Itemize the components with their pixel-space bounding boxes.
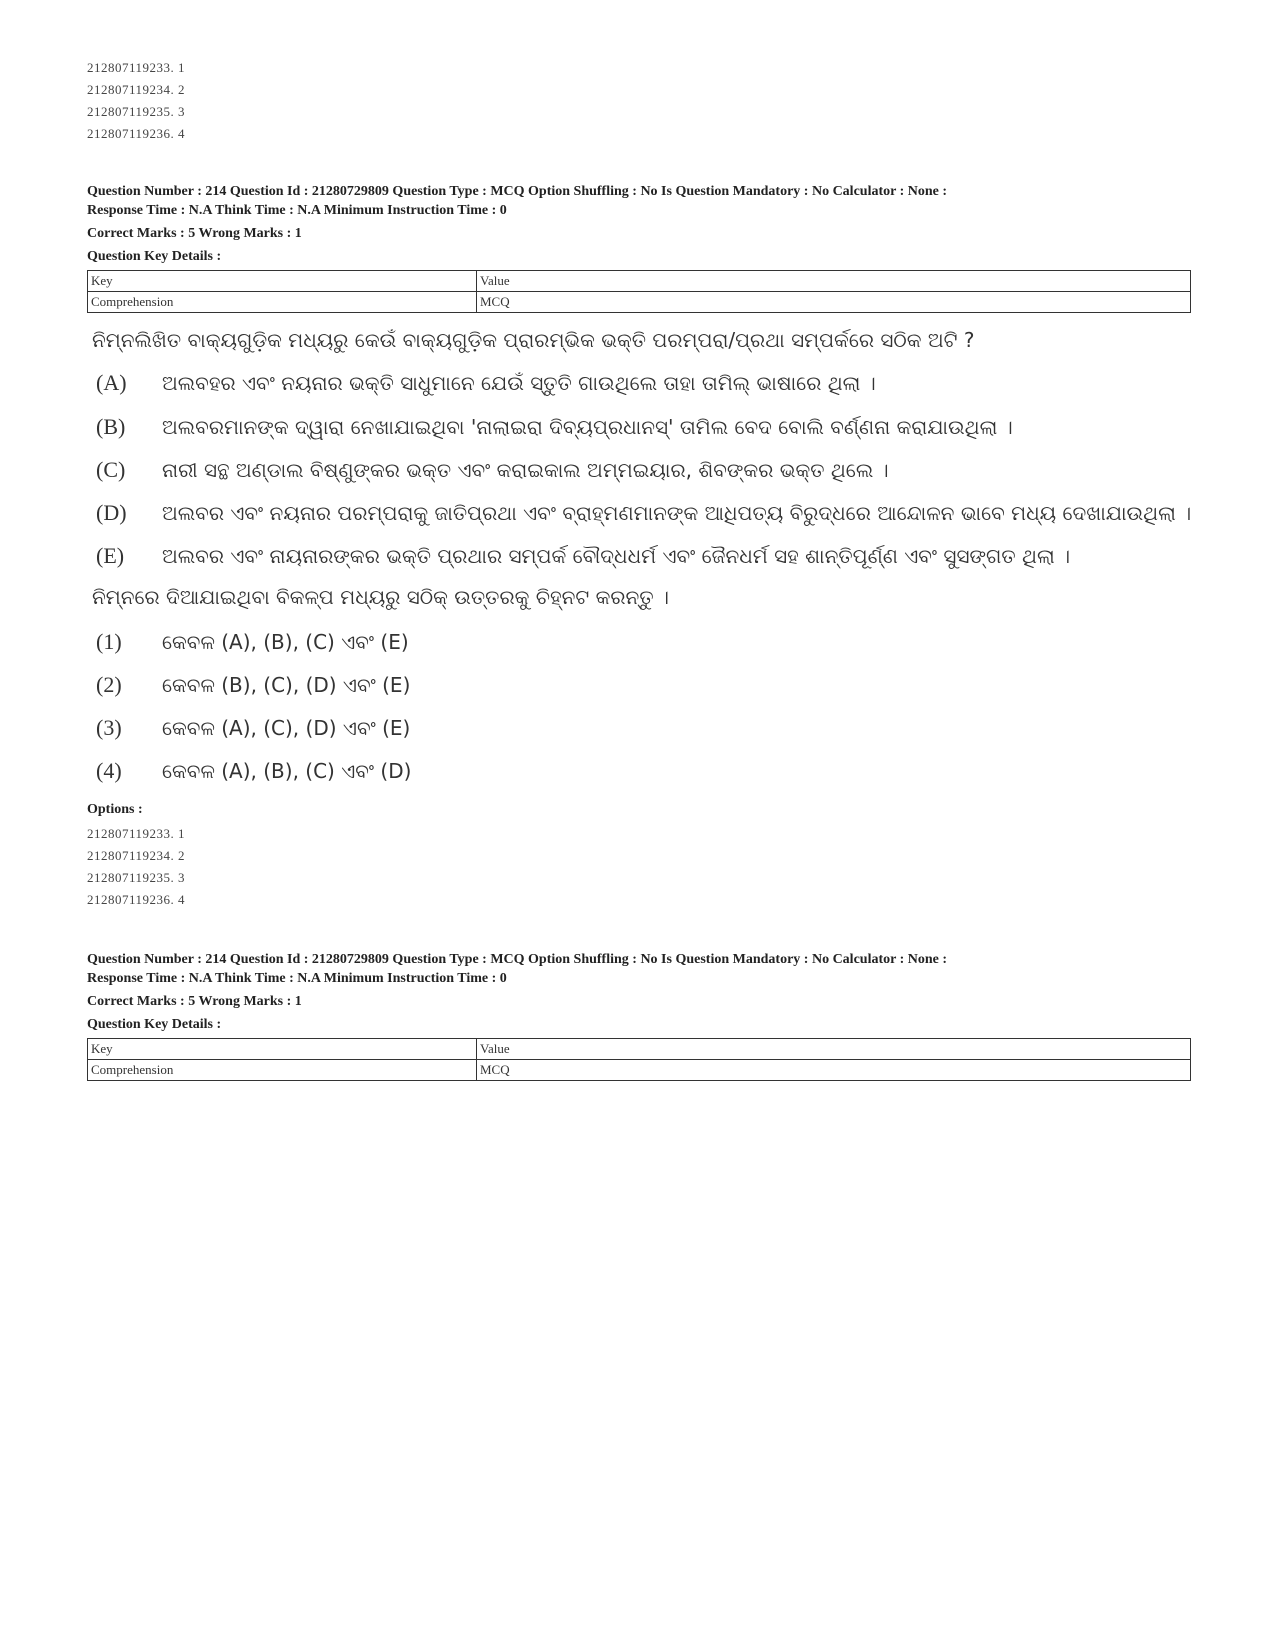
choice-label: (1) — [96, 629, 122, 654]
statement-d — [96, 500, 1216, 526]
statement-text: ଅଲବର ଏବଂ ନାୟନାରଙ୍କର ଭକ୍ତି ପ୍ରଥାର ସମ୍ପର୍କ ବୌଦ୍ଧଧର୍ମ ଏବଂ ଜୈନଧର୍ମ ସହ ଶାନ୍ତିପୂର୍ଣ୍ଣ ଏବଂ ସୁସଙ୍ଗତ ଥିଲା । — [162, 544, 1071, 568]
statement-c — [96, 457, 1216, 483]
choice-text: କେବଳ (A), (C), (D) ଏବଂ (E) — [162, 716, 411, 740]
table-header-key: Key — [88, 1039, 477, 1060]
statement-text: ନାରୀ ସନ୍ଥ ଅଣ୍ଡାଲ ବିଷ୍ଣୁଙ୍କର ଭକ୍ତ ଏବଂ କରାଇକାଲ ଅମ୍ମଇୟାର, ଶିବଙ୍କର ଭକ୍ତ ଥିଲେ । — [162, 458, 889, 482]
statement-text: ଅଲବହର ଏବଂ ନୟନାର ଭକ୍ତି ସାଧୁମାନେ ଯେଉଁ ସ୍ତୁତି ଗାଉଥିଲେ ତାହା ତାମିଲ୍ ଭାଷାରେ ଥିଲା । — [162, 371, 876, 395]
question-meta — [87, 182, 1187, 220]
choice-label: (3) — [96, 715, 122, 740]
statement-label: (D) — [96, 500, 127, 525]
choice-3 — [96, 715, 410, 741]
choice-text: କେବଳ (B), (C), (D) ଏବଂ (E) — [162, 673, 411, 697]
table-row — [88, 1060, 1191, 1081]
key-details-label — [87, 247, 1187, 266]
choice-text: କେବଳ (A), (B), (C) ଏବଂ (D) — [162, 759, 412, 783]
choice-label: (4) — [96, 758, 122, 783]
question-key-table-2 — [87, 1038, 1191, 1081]
table-row — [88, 1039, 1191, 1060]
meta-line-1: Question Number : 214 Question Id : 21280729809 Question Type : MCQ Option Shuffling : No Is Question Mandatory : No Calculator : None : — [87, 952, 948, 967]
meta-line-2: Response Time : N.A Think Time : N.A Minimum Instruction Time : 0 — [87, 971, 507, 986]
key-details-label-2 — [87, 1015, 1187, 1034]
options-label: Options : — [87, 802, 143, 817]
statement-text: ଅଲବରମାନଙ୍କ ଦ୍ୱାରା ନେଖାଯାଇଥିବା 'ନାଲାଇରା ଦିବ୍ୟପ୍ରଧାନସ୍' ତାମିଲ ବେଦ ବୋଲି ବର୍ଣ୍ଣନା କରାଯାଉଥିଲା । — [162, 415, 1013, 439]
choice-label: (2) — [96, 672, 122, 697]
marks-text: Correct Marks : 5 Wrong Marks : 1 — [87, 994, 302, 1009]
statement-a — [96, 370, 1216, 396]
choice-1 — [96, 629, 409, 655]
option-id-3: 212807119235. 3 — [87, 870, 186, 885]
instruction-text: ନିମ୍ନରେ ଦିଆଯାଇଥିବା ବିକଳ୍ପ ମଧ୍ୟରୁ ସଠିକ୍ ଉତ୍ତରକୁ ଚିହ୍ନଟ କରନ୍ତୁ । — [92, 585, 669, 609]
choice-4 — [96, 758, 411, 784]
statement-e — [96, 543, 1216, 569]
choice-2 — [96, 672, 410, 698]
key-details-text: Question Key Details : — [87, 249, 222, 264]
table-cell-key: Comprehension — [88, 292, 477, 313]
top-option-id-1: 212807119233. 1 — [87, 60, 186, 75]
statement-label: (B) — [96, 414, 126, 439]
top-option-id-2: 212807119234. 2 — [87, 82, 186, 97]
top-option-id-4: 212807119236. 4 — [87, 126, 186, 141]
option-id-2: 212807119234. 2 — [87, 848, 186, 863]
key-details-text: Question Key Details : — [87, 1017, 222, 1032]
option-id-1: 212807119233. 1 — [87, 826, 186, 841]
statement-b — [96, 414, 1216, 440]
statement-text: ଅଲବର ଏବଂ ନୟନାର ପରମ୍ପରାକୁ ଜାତିପ୍ରଥା ଏବଂ ବ୍ରାହ୍ମଣମାନଙ୍କ ଆଧିପତ୍ୟ ବିରୁଦ୍ଧରେ ଆନ୍ଦୋଳନ ଭାବେ ମଧ୍ୟ ଦେଖାଯାଉଥିଲା । — [162, 501, 1192, 525]
table-row — [88, 271, 1191, 292]
table-header-value: Value — [477, 1039, 1191, 1060]
meta-line-1: Question Number : 214 Question Id : 21280729809 Question Type : MCQ Option Shuffling : No Is Question Mandatory : No Calculator : None : — [87, 184, 948, 199]
question-key-table — [87, 270, 1191, 313]
question-text: ନିମ୍ନଲିଖିତ ବାକ୍ୟଗୁଡ଼ିକ ମଧ୍ୟରୁ କେଉଁ ବାକ୍ୟଗୁଡ଼ିକ ପ୍ରାରମ୍ଭିକ ଭକ୍ତି ପରମ୍ପରା/ପ୍ରଥା ସମ୍ପର୍କରେ ସଠିକ ଅଟି ? — [92, 328, 975, 352]
statement-label: (E) — [96, 543, 125, 568]
question-meta-2 — [87, 950, 1187, 988]
statement-label: (A) — [96, 370, 127, 395]
table-cell-value: MCQ — [477, 1060, 1191, 1081]
marks-line — [87, 224, 1187, 243]
table-cell-value: MCQ — [477, 292, 1191, 313]
top-option-id-3: 212807119235. 3 — [87, 104, 186, 119]
table-header-value: Value — [477, 271, 1191, 292]
table-header-key: Key — [88, 271, 477, 292]
marks-line-2 — [87, 992, 1187, 1011]
option-id-4: 212807119236. 4 — [87, 892, 186, 907]
choice-text: କେବଳ (A), (B), (C) ଏବଂ (E) — [162, 630, 409, 654]
meta-line-2: Response Time : N.A Think Time : N.A Minimum Instruction Time : 0 — [87, 203, 507, 218]
table-row — [88, 292, 1191, 313]
marks-text: Correct Marks : 5 Wrong Marks : 1 — [87, 226, 302, 241]
statement-label: (C) — [96, 457, 126, 482]
table-cell-key: Comprehension — [88, 1060, 477, 1081]
